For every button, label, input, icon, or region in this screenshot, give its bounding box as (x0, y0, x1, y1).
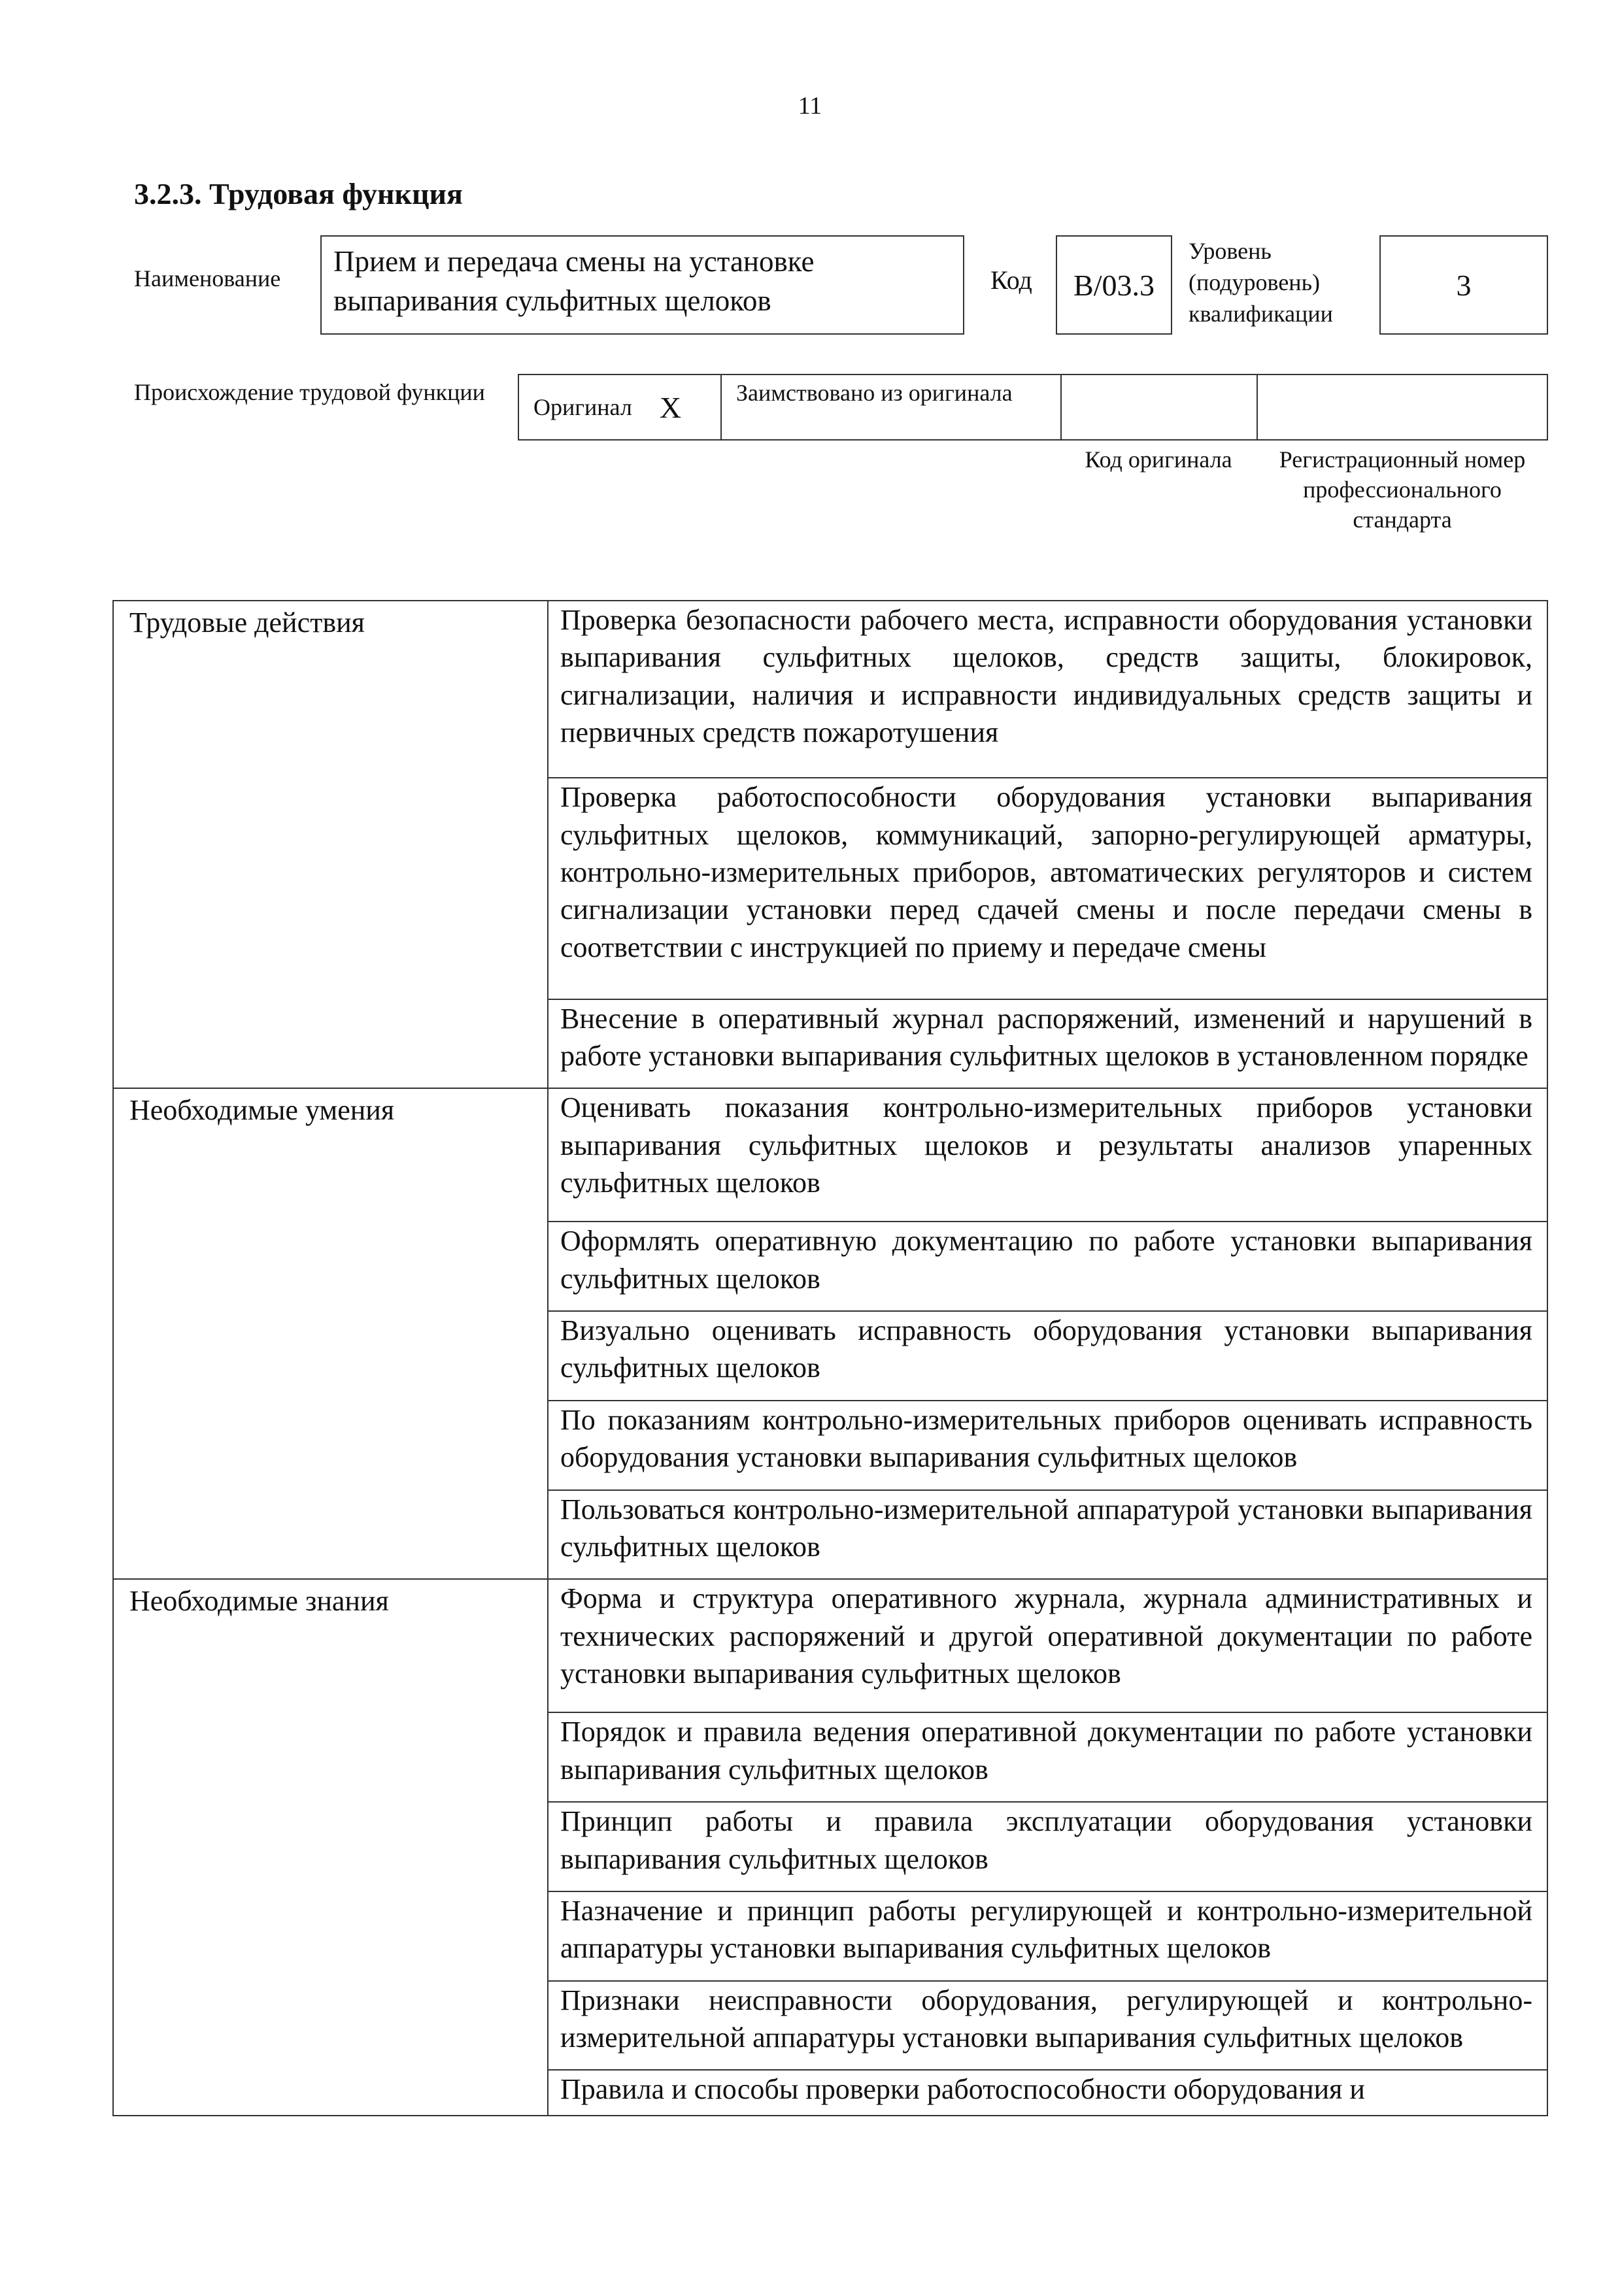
origin-original-mark: X (659, 390, 682, 424)
qualification-level-value (1379, 235, 1548, 335)
requirements-table (112, 600, 1548, 2116)
origin-label: Происхождение трудовой функции (134, 379, 485, 405)
origin-table (518, 374, 1548, 441)
section-title-required-skills: Необходимые умения (113, 1088, 548, 1579)
function-code-value (1056, 235, 1172, 335)
table-cell: Оценивать показания контрольно-измерительных приборов установки выпаривания сульфитных щелоков и результаты анализов упаренных сульфитных щелоков (548, 1088, 1547, 1222)
table-cell: Форма и структура оперативного журнала, журнала административных и технических распоряжений и другой оперативной документации по работе установки выпаривания сульфитных щелоков (548, 1579, 1547, 1712)
table-cell: Правила и способы проверки работоспособности оборудования и (548, 2070, 1547, 2116)
section-title-labor-actions: Трудовые действия (113, 601, 548, 1088)
table-cell: Порядок и правила ведения оперативной документации по работе установки выпаривания сульфитных щелоков (548, 1712, 1547, 1802)
function-name-value: Прием и передача смены на установке выпаривания сульфитных щелоков (320, 235, 964, 335)
section-title-required-knowledge: Необходимые знания (113, 1579, 548, 2116)
table-cell: Внесение в оперативный журнал распоряжений, изменений и нарушений в работе установки выпаривания сульфитных щелоков в установленном порядке (548, 999, 1547, 1089)
table-cell: Визуально оценивать исправность оборудования установки выпаривания сульфитных щелоков (548, 1311, 1547, 1401)
qualification-level-label: Уровень (подуровень) квалификации (1189, 238, 1333, 327)
table-cell: Признаки неисправности оборудования, регулирующей и контрольно-измерительной аппаратуры установки выпаривания сульфитных щелоков (548, 1981, 1547, 2071)
section-title: 3.2.3. Трудовая функция (134, 177, 463, 210)
qualification-level-text: 3 (1456, 268, 1472, 302)
table-row (113, 1088, 1547, 1222)
origin-reg-number-caption: Регистрационный номер профессионального стандарта (1279, 446, 1526, 533)
table-cell: Проверка безопасности рабочего места, исправности оборудования установки выпаривания сульфитных щелоков, средств защиты, блокировок, сигнализации, наличия и исправности индивидуальных средств защиты и первичных средств пожаротушения (548, 601, 1547, 778)
table-row (113, 1579, 1547, 1712)
origin-borrowed-label: Заимствовано из оригинала (736, 380, 1013, 406)
page-number: 11 (798, 92, 822, 120)
table-row (113, 601, 1547, 778)
origin-original-label: Оригинал (533, 394, 632, 420)
origin-code-caption: Код оригинала (1085, 446, 1232, 473)
table-cell: По показаниям контрольно-измерительных приборов оценивать исправность оборудования установки выпаривания сульфитных щелоков (548, 1401, 1547, 1490)
code-label: Код (990, 265, 1032, 295)
origin-borrowed-cell (722, 375, 1062, 439)
name-label: Наименование (134, 265, 281, 291)
table-cell: Пользоваться контрольно-измерительной аппаратурой установки выпаривания сульфитных щелоков (548, 1490, 1547, 1580)
origin-code-cell (1062, 375, 1258, 439)
origin-reg-number-cell (1258, 375, 1547, 439)
table-cell: Принцип работы и правила эксплуатации оборудования установки выпаривания сульфитных щелоков (548, 1802, 1547, 1891)
table-cell: Оформлять оперативную документацию по работе установки выпаривания сульфитных щелоков (548, 1222, 1547, 1311)
origin-original-cell (519, 375, 722, 439)
table-cell: Назначение и принцип работы регулирующей и контрольно-измерительной аппаратуры установки выпаривания сульфитных щелоков (548, 1891, 1547, 1981)
table-cell: Проверка работоспособности оборудования установки выпаривания сульфитных щелоков, коммуникаций, запорно-регулирующей арматуры, контрольно-измерительных приборов, автоматических регуляторов и систем сигнализации установки перед сдачей смены и после передачи смены в соответствии с инструкцией по приему и передаче смены (548, 778, 1547, 999)
function-code-text: B/03.3 (1073, 268, 1155, 302)
